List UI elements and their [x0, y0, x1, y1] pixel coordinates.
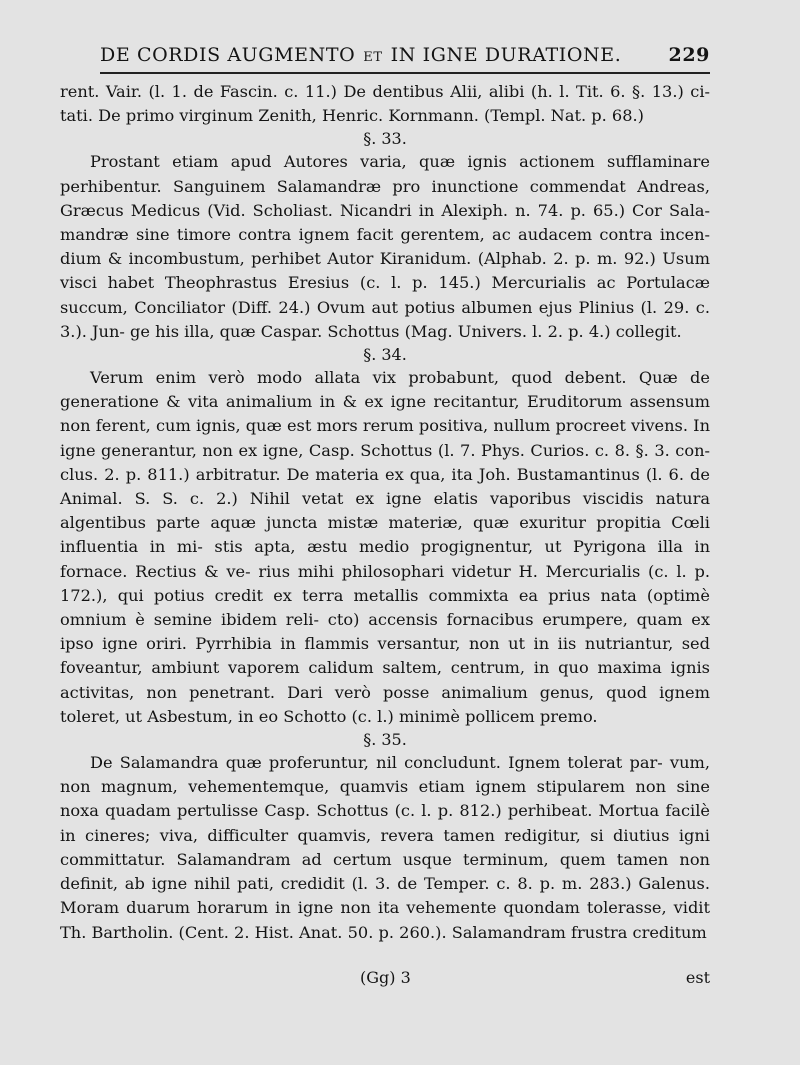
text-line: Prostant etiam apud Autores varia, quæ ignis actionem sufflaminare [90, 152, 710, 172]
header-title-right: IN IGNE DURATIONE. [390, 44, 622, 66]
text-line: Dari verò posse animalium genus, quod ignem toleret, ut Asbestum, in eo Schotto [60, 682, 710, 726]
text-line: flammis versantur, non ut in iis nutriantur, sed foveantur, ambiunt vaporem [60, 634, 710, 678]
page-footer [60, 968, 710, 987]
header-title [100, 44, 621, 66]
paragraph [60, 751, 710, 945]
text-line: sine noxa quadam pertulisse Casp. Schottus (c. l. p. 812.) perhibeat. Mortua [60, 777, 710, 821]
section-number: §. 33. [363, 129, 407, 149]
text-line: Conciliator (Diff. 24.) Ovum aut potius albumen ejus Plinius (l. 29. c. 3.). Jun- [60, 297, 710, 341]
text-line: terra metallis commixta ea prius nata (optimè omnium è semine ibidem reli- [60, 585, 710, 630]
paragraph [60, 150, 710, 344]
page-number: 229 [668, 44, 710, 66]
text-line: stis apta, æstu medio progignentur, ut Pyrigona illa in fornace. Rectius & ve- [60, 537, 710, 581]
catchword: est [685, 968, 710, 987]
text-line: Græcus Medicus (Vid. Scholiast. Nicandri in Alexiph. n. 74. p. 65.) Cor Sala- [60, 200, 710, 220]
text-line: vum, non magnum, vehementemque, quamvis etiam ignem stipularem non [60, 753, 710, 797]
text-line: (c. l.) minimè pollicem premo. [351, 706, 598, 726]
text-line: mandræ sine timore contra ignem facit gerentem, ac audacem contra incen- [60, 225, 710, 245]
text-line: cto) accensis fornacibus erumpere, quam ex ipso igne oriri. Pyrrhibia in [60, 610, 710, 654]
text-line: tati. De primo virginum Zenith, Henric. Kornmann. (Templ. Nat. p. 68.) [60, 106, 644, 126]
text-line: De Salamandra quæ proferuntur, nil concludunt. Ignem tolerat par- [90, 753, 663, 773]
running-header [100, 44, 710, 66]
text-line: generatione & vita animalium in & ex igne recitantur, Eruditorum assensum [60, 392, 710, 412]
text-line: non definit, ab igne nihil pati, credidit (l. 3. de Temper. c. 8. p. m. 283.) Galenus. [60, 849, 710, 894]
text-line: Th. Bartholin. (Cent. 2. Hist. Anat. 50. p. 260.). Salamandram frustra creditum [60, 922, 707, 942]
text-line: rius mihi philosophari videtur H. Mercurialis (c. l. p. 172.), qui potius credit ex [60, 561, 710, 605]
header-title-left: DE CORDIS AUGMENTO [100, 44, 356, 66]
section-number: §. 35. [363, 730, 407, 750]
section-number: §. 34. [363, 345, 407, 365]
body-text [60, 80, 710, 945]
text-line: clus. 2. p. 811.) arbitratur. De materia ex qua, ita Joh. Bustamantinus (l. 6. de [60, 464, 710, 484]
signature-mark: (Gg) 3 [360, 968, 411, 987]
text-line: Verum enim verò modo allata vix probabunt, quod debent. Quæ de [90, 368, 710, 388]
text-line: visci habet Theophrastus Eresius (c. l. p. 145.) Mercurialis ac Portulacæ succum, [60, 273, 710, 317]
text-line: Animal. S. S. c. 2.) Nihil vetat ex igne elatis vaporibus viscidis natura algentibus [60, 489, 710, 533]
header-rule [100, 72, 710, 74]
text-line: parte aquæ juncta mistæ materiæ, quæ exuritur propitia Cœli influentia in mi- [60, 513, 710, 557]
text-line: In igne generantur, non ex igne, Casp. Schottus (l. 7. Phys. Curios. c. 8. §. 3. con- [60, 416, 710, 460]
text-line: Moram duarum horarum in igne non ita vehemente quondam tolerasse, vidit [60, 898, 710, 918]
text-line: dium & incombustum, perhibet Autor Kiranidum. (Alphab. 2. p. m. 92.) Usum [60, 249, 710, 269]
text-line: facilè in cineres; viva, difficulter quamvis, revera tamen redigitur, si diutius [60, 801, 710, 845]
text-line: ge his illa, quæ Caspar. Schottus (Mag. Univers. l. 2. p. 4.) collegit. [130, 321, 682, 341]
text-line: rent. Vair. (l. 1. de Fascin. c. 11.) De dentibus Alii, alibi (h. l. Tit. 6. §. 13.) ci- [60, 82, 710, 101]
text-line: non ferent, cum ignis, quæ est mors rerum positiva, nullum procreet vivens. [60, 416, 688, 436]
paragraph [60, 366, 710, 729]
text-line: perhibentur. Sanguinem Salamandræ pro inunctione commendat Andreas, [60, 176, 710, 196]
text-line: calidum saltem, centrum, in quo maxima ignis activitas, non penetrant. [60, 658, 710, 702]
paragraph [60, 80, 710, 128]
text-line: igni committatur. Salamandram ad certum usque terminum, quem tamen [60, 825, 710, 869]
header-title-et: ET [363, 50, 383, 65]
